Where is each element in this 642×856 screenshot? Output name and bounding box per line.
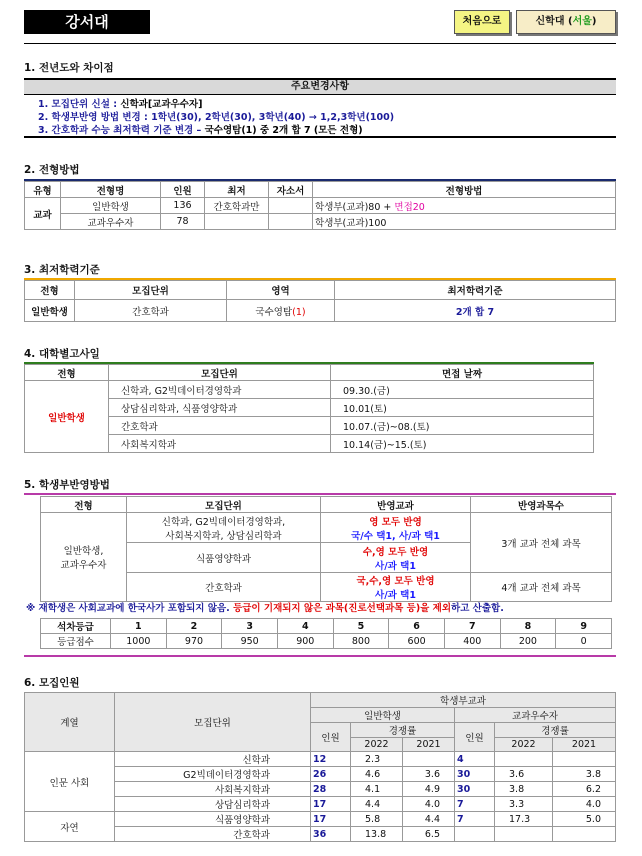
score-cell: 400 [444, 634, 500, 649]
th-type: 전형 [25, 281, 75, 300]
excellent-2022-cell [495, 752, 553, 767]
general-count-cell: 17 [311, 797, 351, 812]
recruit-row [25, 752, 616, 767]
unit-cell: 식품영양학과 [115, 812, 311, 827]
selection-method-table [24, 181, 616, 230]
page-title: 강서대 [24, 10, 150, 34]
score-label: 등급점수 [41, 634, 111, 649]
min-cell: 간호학과만 [205, 198, 269, 214]
score-cell: 800 [333, 634, 389, 649]
header-divider [24, 43, 616, 44]
univ-link-region: 서울 [572, 16, 592, 27]
section5-bottombar [24, 655, 616, 657]
section1-heading: 1. 전년도와 차이점 [24, 62, 114, 74]
general-2021-cell: 4.0 [403, 797, 455, 812]
th-unit: 모집단위 [115, 693, 311, 752]
th-type: 유형 [25, 182, 61, 198]
th-count: 반영과목수 [471, 497, 612, 513]
general-count-cell: 26 [311, 767, 351, 782]
excellent-2021-cell: 3.8 [553, 767, 616, 782]
count-cell: 78 [161, 214, 205, 230]
general-2021-cell: 6.5 [403, 827, 455, 842]
first-page-button[interactable]: 처음으로 [454, 10, 510, 34]
grade-cell: 2 [166, 619, 222, 634]
general-count-cell: 17 [311, 812, 351, 827]
unit-cell: 간호학과 [109, 417, 331, 435]
date-cell: 10.01(토) [331, 399, 594, 417]
grade-cell: 7 [444, 619, 500, 634]
th-unit: 모집단위 [109, 365, 331, 381]
unit-cell: 간호학과 [75, 300, 227, 322]
general-2021-cell [403, 752, 455, 767]
unit-cell: 간호학과 [115, 827, 311, 842]
method-cell: 학생부(교과)80 + 면접20 [313, 198, 616, 214]
univ-link-suffix: ) [591, 16, 597, 27]
th-school: 학생부교과 [311, 693, 616, 708]
score-cell: 900 [277, 634, 333, 649]
th-count: 인원 [455, 723, 495, 752]
unit-cell: 신학과, G2빅데이터경영학과, 사회복지학과, 상담심리학과 [127, 513, 321, 543]
excellent-2022-cell: 3.6 [495, 767, 553, 782]
excellent-2021-cell: 5.0 [553, 812, 616, 827]
subject-cell: 수,영 모두 반영 사/과 택1 [321, 543, 471, 573]
grade-cell: 3 [222, 619, 278, 634]
grade-cell: 4 [277, 619, 333, 634]
essay-cell [269, 214, 313, 230]
excellent-count-cell: 7 [455, 797, 495, 812]
exam-date-table [24, 364, 594, 453]
unit-cell: G2빅데이터경영학과 [115, 767, 311, 782]
min-cell [205, 214, 269, 230]
th-field: 계열 [25, 693, 115, 752]
univ-link-label: 신학대 ( [535, 16, 573, 27]
method-cell: 학생부(교과)100 [313, 214, 616, 230]
th-2022: 2022 [495, 738, 553, 752]
section6-heading: 6. 모집인원 [24, 677, 80, 689]
type-cell: 교과 [25, 198, 61, 230]
th-2021: 2021 [553, 738, 616, 752]
section4-heading: 4. 대학별고사일 [24, 348, 100, 360]
th-min: 최저 [205, 182, 269, 198]
excellent-count-cell [455, 827, 495, 842]
subject-cell: 영 모두 반영 국/수 택1, 사/과 택1 [321, 513, 471, 543]
recruit-row [25, 812, 616, 827]
excellent-2022-cell [495, 827, 553, 842]
th-standard: 최저학력기준 [335, 281, 616, 300]
grade-score-table [40, 618, 612, 649]
count-cell: 136 [161, 198, 205, 214]
record-reflect-table [40, 496, 612, 602]
area-cell: 국수영탐(1) [227, 300, 335, 322]
unit-cell: 상담심리학과 [115, 797, 311, 812]
date-cell: 10.14(금)~15.(토) [331, 435, 594, 453]
count-cell: 4개 교과 전체 과목 [471, 573, 612, 602]
changes-list [24, 94, 616, 138]
unit-cell: 상담심리학과, 식품영양학과 [109, 399, 331, 417]
score-cell: 0 [556, 634, 612, 649]
date-cell: 09.30.(금) [331, 381, 594, 399]
general-2022-cell: 2.3 [351, 752, 403, 767]
th-count: 인원 [311, 723, 351, 752]
change-item-1: 1. 모집단위 신설 : 신학과[교과우수자] [38, 99, 203, 110]
date-cell: 10.07.(금)~08.(토) [331, 417, 594, 435]
essay-cell [269, 198, 313, 214]
grade-cell: 9 [556, 619, 612, 634]
recruit-table [24, 692, 616, 842]
section2-heading: 2. 전형방법 [24, 164, 80, 176]
th-excellent: 교과우수자 [455, 708, 616, 723]
change-item-3: 3. 간호학과 수능 최저학력 기준 변경 – 국수영탐(1) 중 2개 합 7 (모든 전형) [38, 125, 363, 136]
th-name: 전형명 [61, 182, 161, 198]
score-cell: 200 [500, 634, 556, 649]
section5-topbar [24, 493, 616, 495]
type-cell: 일반학생 [25, 381, 109, 453]
th-essay: 자소서 [269, 182, 313, 198]
general-count-cell: 12 [311, 752, 351, 767]
excellent-2022-cell: 3.8 [495, 782, 553, 797]
type-cell: 일반학생 [25, 300, 75, 322]
general-2021-cell: 3.6 [403, 767, 455, 782]
subject-cell: 국,수,영 모두 반영 사/과 택1 [321, 573, 471, 602]
unit-cell: 신학과 [115, 752, 311, 767]
th-subject: 반영교과 [321, 497, 471, 513]
score-cell: 1000 [111, 634, 167, 649]
general-2022-cell: 5.8 [351, 812, 403, 827]
type-cell: 일반학생, 교과우수자 [41, 513, 127, 602]
general-2021-cell: 4.4 [403, 812, 455, 827]
score-cell: 970 [166, 634, 222, 649]
excellent-2021-cell [553, 752, 616, 767]
unit-cell: 식품영양학과 [127, 543, 321, 573]
field-cell: 인문 사회 [25, 752, 115, 812]
th-type: 전형 [25, 365, 109, 381]
min-standard-table [24, 280, 616, 322]
th-unit: 모집단위 [127, 497, 321, 513]
excellent-2021-cell: 4.0 [553, 797, 616, 812]
reflect-note: ※ 재학생은 사회교과에 한국사가 포함되지 않음. 등급이 기재되지 않은 과목(진로선택과목 등)을 제외하고 산출함. [26, 603, 504, 614]
section5-heading: 5. 학생부반영방법 [24, 479, 110, 491]
grade-cell: 5 [333, 619, 389, 634]
excellent-count-cell: 4 [455, 752, 495, 767]
excellent-2021-cell [553, 827, 616, 842]
univ-link-button[interactable] [516, 10, 616, 34]
th-comp: 경쟁률 [495, 723, 616, 738]
name-cell: 교과우수자 [61, 214, 161, 230]
th-method: 전형방법 [313, 182, 616, 198]
standard-cell: 2개 합 7 [335, 300, 616, 322]
th-date: 면접 날짜 [331, 365, 594, 381]
changes-table-head: 주요변경사항 [24, 78, 616, 95]
field-cell: 자연 [25, 812, 115, 842]
grade-cell: 6 [389, 619, 445, 634]
th-area: 영역 [227, 281, 335, 300]
th-2021: 2021 [403, 738, 455, 752]
general-2021-cell: 4.9 [403, 782, 455, 797]
th-comp: 경쟁률 [351, 723, 455, 738]
grade-cell: 8 [500, 619, 556, 634]
unit-cell: 사회복지학과 [109, 435, 331, 453]
excellent-2021-cell: 6.2 [553, 782, 616, 797]
general-2022-cell: 4.4 [351, 797, 403, 812]
unit-cell: 간호학과 [127, 573, 321, 602]
excellent-count-cell: 30 [455, 782, 495, 797]
unit-cell: 사회복지학과 [115, 782, 311, 797]
section3-heading: 3. 최저학력기준 [24, 264, 100, 276]
th-2022: 2022 [351, 738, 403, 752]
general-count-cell: 36 [311, 827, 351, 842]
th-general: 일반학생 [311, 708, 455, 723]
th-unit: 모집단위 [75, 281, 227, 300]
grade-cell: 1 [111, 619, 167, 634]
change-item-2: 2. 학생부반영 방법 변경 : 1학년(30), 2학년(30), 3학년(40) → 1,2,3학년(100) [38, 112, 395, 123]
excellent-count-cell: 7 [455, 812, 495, 827]
th-count: 인원 [161, 182, 205, 198]
general-count-cell: 28 [311, 782, 351, 797]
excellent-count-cell: 30 [455, 767, 495, 782]
grade-label: 석차등급 [41, 619, 111, 634]
excellent-2022-cell: 17.3 [495, 812, 553, 827]
excellent-2022-cell: 3.3 [495, 797, 553, 812]
count-cell: 3개 교과 전체 과목 [471, 513, 612, 573]
general-2022-cell: 4.1 [351, 782, 403, 797]
score-cell: 950 [222, 634, 278, 649]
th-type: 전형 [41, 497, 127, 513]
general-2022-cell: 13.8 [351, 827, 403, 842]
general-2022-cell: 4.6 [351, 767, 403, 782]
score-cell: 600 [389, 634, 445, 649]
unit-cell: 신학과, G2빅데이터경영학과 [109, 381, 331, 399]
name-cell: 일반학생 [61, 198, 161, 214]
